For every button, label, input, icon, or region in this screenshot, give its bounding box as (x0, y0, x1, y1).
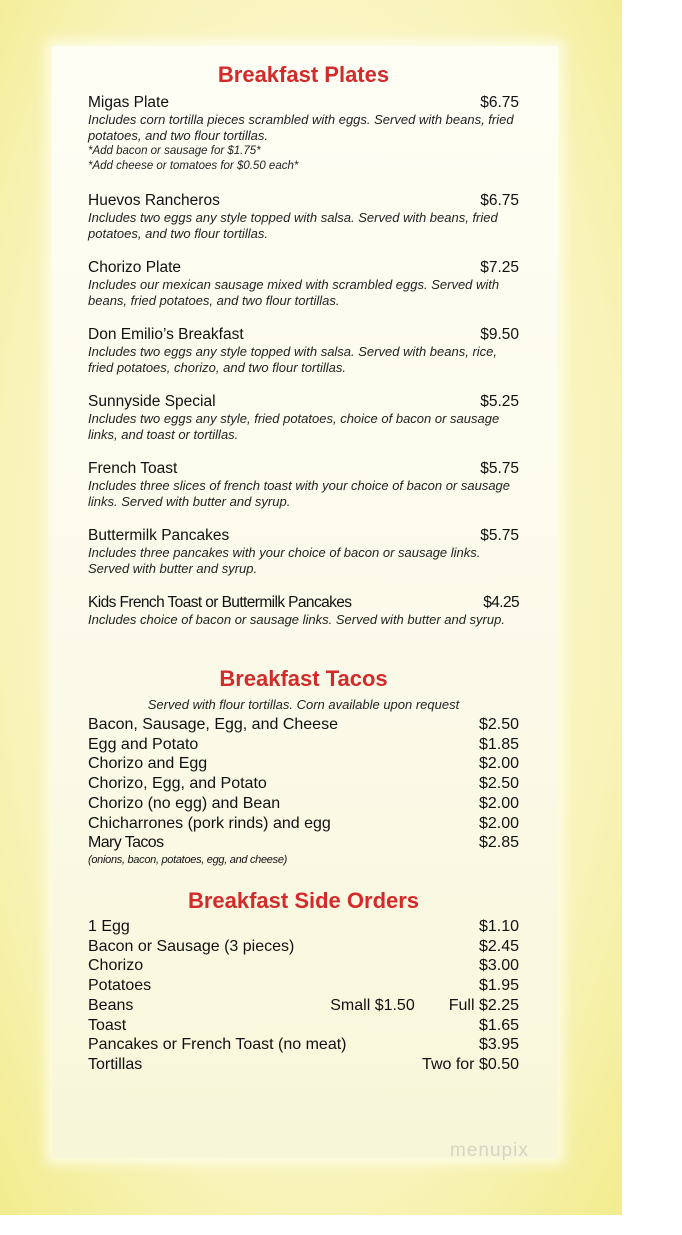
item-price: $2.00 (478, 755, 519, 773)
item-name: Mary Tacos (88, 834, 164, 852)
list-item (88, 1016, 519, 1036)
item-description: Includes two eggs any style, fried potatoes, choice of bacon or sausage links, and toast or tortillas. (88, 411, 500, 442)
item-name: Pancakes or French Toast (no meat) (88, 1036, 347, 1054)
item-name: Chorizo and Egg (88, 755, 208, 773)
list-item (88, 774, 519, 794)
item-description: Includes corn tortilla pieces scrambled with eggs. Served with beans, fried potatoes, and two flour tortillas. (88, 112, 514, 143)
tacos-subtitle: Served with flour tortillas. Corn available upon request (147, 697, 460, 712)
item-description: Includes two eggs any style topped with salsa. Served with beans, rice, fried potatoes, chorizo, and two flour tortillas. (88, 344, 497, 375)
breakfast-tacos-title: Breakfast Tacos (219, 666, 388, 691)
item-name: Egg and Potato (88, 735, 199, 753)
list-item (88, 956, 519, 976)
list-item (88, 794, 519, 814)
item-note: *Add cheese or tomatoes for $0.50 each* (88, 160, 299, 172)
list-item (88, 1055, 519, 1075)
item-description: Includes three slices of french toast with your choice of bacon or sausage links. Served with butter and syrup. (88, 478, 511, 509)
item-name: Buttermilk Pancakes (88, 527, 230, 544)
menu-item-sunnyside-special (88, 393, 519, 443)
item-name: Toast (88, 1016, 127, 1034)
beans-prices (330, 996, 519, 1016)
item-price: $2.50 (478, 775, 519, 793)
item-price-small: Small $1.50 (330, 996, 415, 1014)
item-price: $2.45 (478, 937, 519, 955)
list-item (88, 996, 519, 1016)
list-item (88, 1035, 519, 1055)
item-price: $2.50 (478, 716, 519, 733)
item-price: $1.95 (478, 977, 519, 995)
item-price: $6.75 (480, 192, 519, 209)
menu-item-french-toast (88, 460, 519, 510)
item-name: Bacon or Sausage (3 pieces) (88, 937, 295, 955)
list-item (88, 754, 519, 774)
item-price: $9.50 (480, 326, 519, 343)
item-price: $5.75 (480, 460, 519, 477)
item-name: Potatoes (88, 977, 152, 995)
item-price: $3.95 (478, 1036, 519, 1054)
item-note: *Add bacon or sausage for $1.75* (88, 145, 261, 157)
item-description: Includes two eggs any style topped with salsa. Served with beans, fried potatoes, and two flour tortillas. (88, 210, 498, 241)
item-name: Huevos Rancheros (88, 192, 220, 209)
item-price: $1.85 (478, 735, 519, 753)
menu-item-huevos-rancheros (88, 192, 519, 242)
item-price: $3.00 (478, 957, 519, 975)
sides-list (88, 917, 519, 1075)
item-name: Tortillas (88, 1055, 143, 1073)
item-name: Beans (88, 996, 134, 1014)
item-price: $2.00 (478, 794, 519, 812)
item-description: Includes three pancakes with your choice of bacon or sausage links. Served with butter and syrup. (88, 545, 481, 576)
tacos-list (88, 715, 519, 867)
item-name: Kids French Toast or Buttermilk Pancakes (88, 594, 352, 611)
list-item (88, 715, 519, 735)
list-item (88, 735, 519, 755)
menu-item-chorizo-plate (88, 259, 519, 309)
list-item (88, 976, 519, 996)
menu-item-kids-french-toast-or-pancakes (88, 594, 519, 628)
item-name: 1 Egg (88, 918, 130, 935)
item-name: Chicharrones (pork rinds) and egg (88, 814, 331, 832)
item-name: Chorizo (88, 957, 144, 975)
item-price-full: Full $2.25 (448, 996, 519, 1014)
item-name: French Toast (88, 460, 178, 477)
item-description: Includes our mexican sausage mixed with scrambled eggs. Served with beans, fried potatoes, and two flour tortillas. (88, 277, 500, 308)
item-note: (onions, bacon, potatoes, egg, and cheese) (88, 853, 287, 866)
menu-item-buttermilk-pancakes (88, 527, 519, 577)
item-price: Two for $0.50 (422, 1055, 519, 1073)
item-name: Bacon, Sausage, Egg, and Cheese (88, 716, 338, 733)
list-item (88, 833, 519, 853)
item-price: $6.75 (480, 94, 519, 111)
item-name: Sunnyside Special (88, 393, 216, 410)
menu-item-don-emilios-breakfast (88, 326, 519, 376)
menu-item-migas-plate (88, 94, 519, 174)
menupix-watermark: menupix (450, 1140, 529, 1161)
item-price: $1.10 (478, 918, 519, 935)
item-name: Migas Plate (88, 94, 169, 111)
item-description: Includes choice of bacon or sausage links. Served with butter and syrup. (88, 612, 505, 627)
item-price: $4.25 (483, 594, 519, 611)
breakfast-plates-title: Breakfast Plates (217, 62, 390, 87)
item-price: $2.85 (478, 834, 519, 852)
list-item (88, 917, 519, 937)
item-price: $1.65 (478, 1016, 519, 1034)
item-name: Don Emilio’s Breakfast (88, 326, 244, 343)
item-price: $5.75 (480, 527, 519, 544)
item-price: $2.00 (478, 814, 519, 832)
item-price: $5.25 (480, 393, 519, 410)
item-name: Chorizo, Egg, and Potato (88, 775, 267, 793)
item-price: $7.25 (480, 259, 519, 276)
breakfast-side-orders-title: Breakfast Side Orders (187, 888, 420, 913)
list-item (88, 937, 519, 957)
list-item (88, 814, 519, 834)
item-name: Chorizo Plate (88, 259, 182, 276)
item-name: Chorizo (no egg) and Bean (88, 794, 281, 812)
